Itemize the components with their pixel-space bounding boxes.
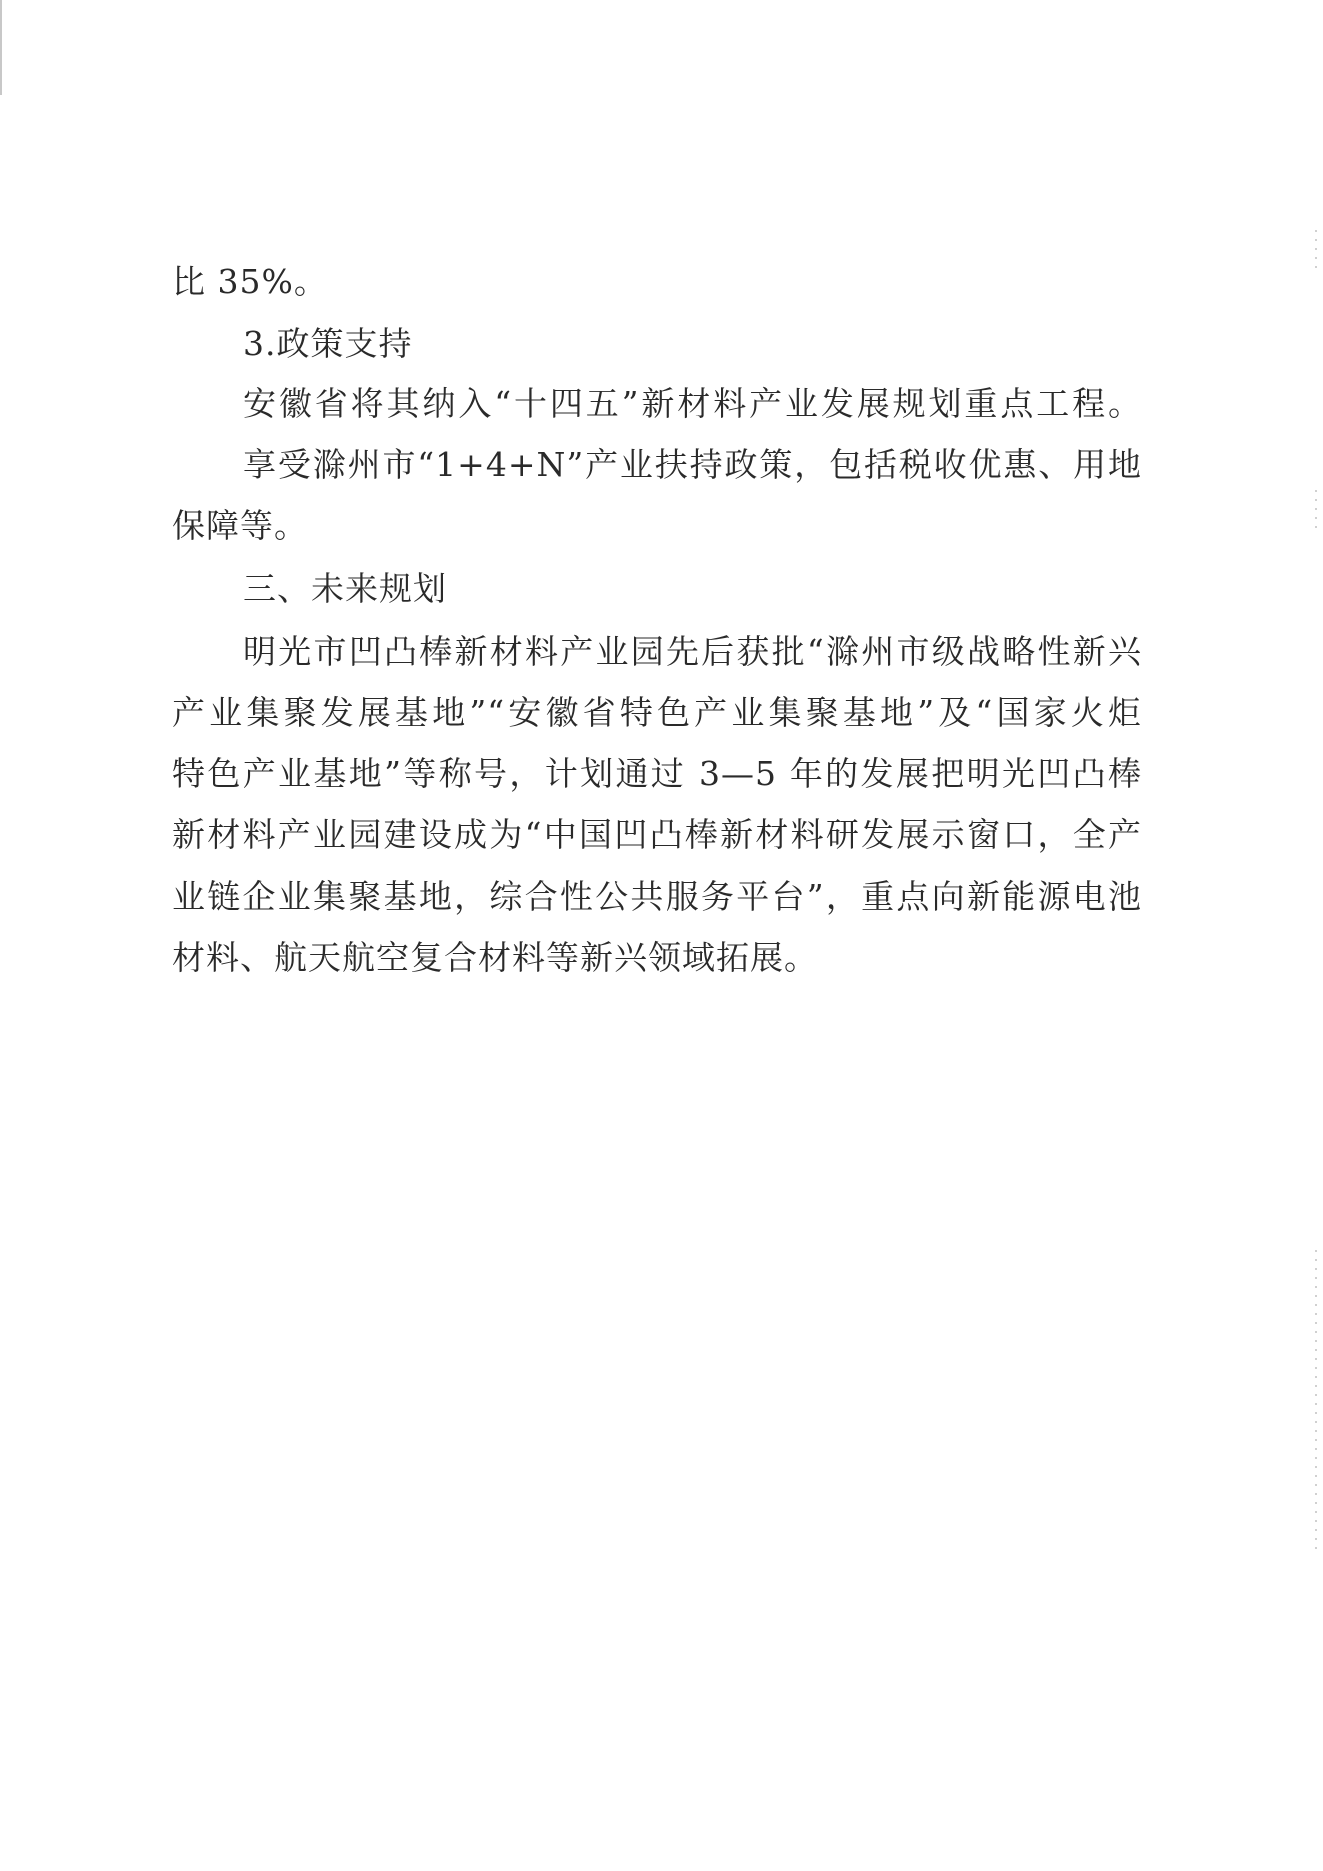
text-line: 安徽省将其纳入“十四五”新材料产业发展规划重点工程。 (243, 384, 1142, 423)
text-line: 材料、航天航空复合材料等新兴领域拓展。 (172, 938, 818, 977)
text-line: 特色产业基地”等称号，计划通过 3—5 年的发展把明光凹凸棒 (172, 754, 1142, 793)
scan-edge-dots (1315, 230, 1317, 270)
text-line: 业链企业集聚基地，综合性公共服务平台”，重点向新能源电池 (172, 877, 1142, 916)
section-heading: 三、未来规划 (243, 569, 447, 608)
scan-edge-mark (0, 0, 5, 95)
scan-edge-dots (1315, 490, 1317, 530)
scan-edge-dots (1315, 1250, 1317, 1550)
text-line: 新材料产业园建设成为“中国凹凸棒新材料研发展示窗口，全产 (172, 815, 1142, 854)
text-line: 保障等。 (172, 506, 308, 545)
text-line: 产业集聚发展基地”“安徽省特色产业集聚基地”及“国家火炬 (172, 693, 1142, 732)
text-line: 享受滁州市“1+4+N”产业扶持政策，包括税收优惠、用地 (243, 445, 1142, 484)
text-line: 比 35%。 (172, 262, 328, 301)
subsection-heading: 3.政策支持 (243, 324, 413, 363)
text-line: 明光市凹凸棒新材料产业园先后获批“滁州市级战略性新兴 (243, 632, 1142, 671)
